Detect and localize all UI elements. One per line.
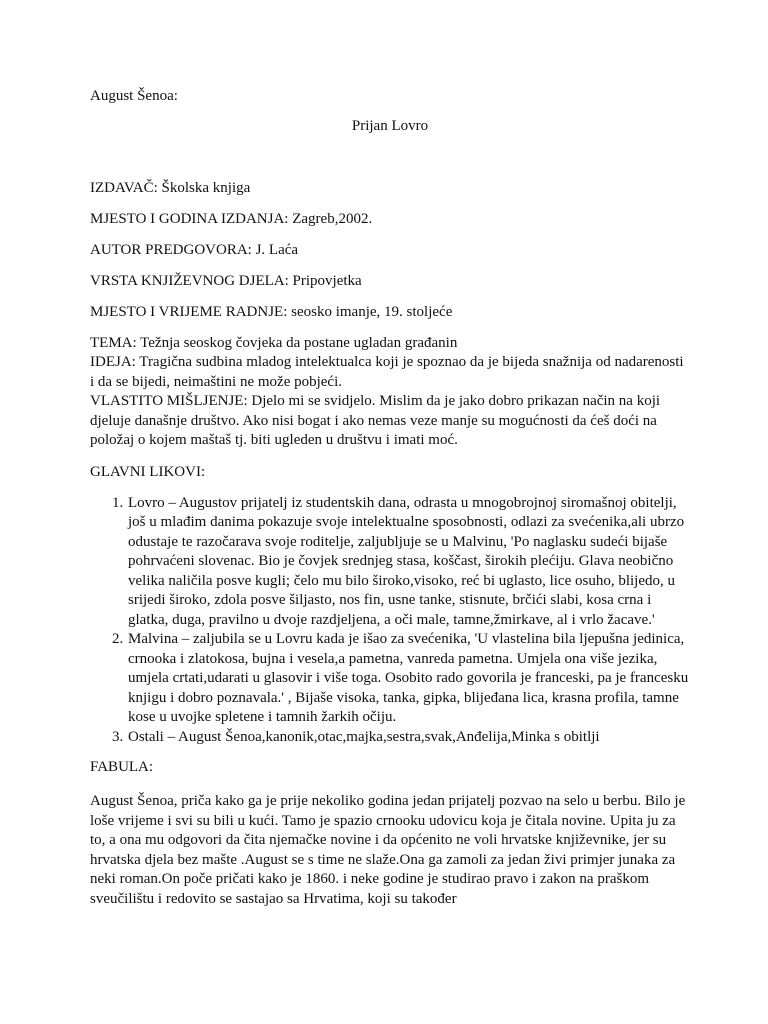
likovi-list bbox=[90, 494, 690, 748]
fabula-paragraph: August Šenoa, priča kako ga je prije nekoliko godina jedan prijatelj pozvao na selo u berbu. Bilo je loše vrijeme i svi su bili u kući. Tamo je spazio crnooku udovicu koja je čitala novine. Upita ju za to, a ona mu odgovori da čita njemačke novine i da općenito ne voli hrvatske književnike, jer su hrvatska djela bez mašte .August se s time ne slaže.Ona ga zamoli za jedan živi primjer junaka za neki roman.On poče pričati kako je 1860. i neke godine je studirao pravo i zakon na praškom sveučilištu i redovito se sastajao sa Hrvatima, koji su također bbox=[90, 793, 686, 907]
field-mjesto-godina bbox=[90, 209, 690, 229]
document-page bbox=[90, 86, 690, 909]
field-value: seosko imanje, 19. stoljeće bbox=[287, 304, 453, 320]
field-label: MJESTO I GODINA IZDANJA: bbox=[90, 211, 289, 227]
list-item-text: Lovro – Augustov prijatelj iz studentskih dana, odrasta u mnogobrojnoj siromašnoj obitelji, još u mlađim danima pokazuje svoje intelektualne sposobnosti, odlazi za svećenika,ali ubrzo odustaje te razočarava svoje roditelje, zaljubljuje se u Malvinu, 'Po naglasku sudeći bijaše pohrvaćeni slovenac. Bio je čovjek srednjeg stasa, koščast, širokih plećiju. Glava neobično velika naličila posve kugli; čelo mu bilo široko,visoko, reć bi uglasto, lice osuho, blijedo, u srijedi široko, zdola posve šiljasto, nos fin, usne tanke, stisnute, brčići slabi, kosa crna i glatka, duga, pravilno u dvoje razdjeljena, a oči male, tamne,žmirkave, al i vrlo žacave.' bbox=[128, 494, 685, 628]
field-value: J. Laća bbox=[251, 242, 299, 258]
list-item bbox=[90, 494, 690, 631]
list-number: 2. bbox=[112, 631, 124, 647]
list-item-text: Malvina – zaljubila se u Lovru kada je išao za svećenika, 'U vlastelina bila ljepušna jedinica, crnooka i zlatokosa, bujna i vesela,a pametna, vanreda pametna. Umjela ona više jezika, umjela crtati,udarati u glasovir i više toga. Osobito rado govorila je franceski, pa je francesku knjigu i dobro poznavala.' , Bijaše visoka, tanka, gipka, blijeđana lica, krasna profila, tamne kose u uvojke spletene i tamnih žarkih očiju. bbox=[128, 631, 689, 725]
field-value: Zagreb,2002. bbox=[288, 211, 373, 227]
field-label: VRSTA KNJIŽEVNOG DJELA: bbox=[90, 273, 289, 289]
field-izdavac bbox=[90, 178, 690, 198]
list-item-text: Ostali – August Šenoa,kanonik,otac,majka,sestra,svak,Anđelija,Minka s obitlji bbox=[128, 728, 600, 745]
field-value: Težnja seoskog čovjeka da postane ugladan građanin bbox=[136, 335, 458, 351]
field-value: Školska knjiga bbox=[157, 180, 251, 196]
list-number: 1. bbox=[112, 494, 124, 511]
field-autor-predgovora bbox=[90, 240, 690, 260]
field-label: AUTOR PREDGOVORA: bbox=[90, 242, 252, 258]
document-title: Prijan Lovro bbox=[351, 118, 429, 134]
misljenje-paragraph: VLASTITO MIŠLJENJE: Djelo mi se svidjelo. Mislim da je jako dobro prikazan način na koji djeluje današnje društvo. Ako nisi bogat i ako nemas veze manje su mogućnosti da ćeš doći na položaj o kojem maštaš tj. biti ugleden u društvu i imati moć. bbox=[90, 393, 661, 448]
field-label: IZDAVAČ: bbox=[90, 180, 158, 196]
field-label: TEMA: bbox=[90, 335, 137, 351]
field-mjesto-vrijeme bbox=[90, 302, 690, 322]
field-value: Pripovjetka bbox=[288, 273, 362, 289]
list-item bbox=[90, 728, 690, 748]
list-number: 3. bbox=[112, 728, 124, 745]
ideja-paragraph: IDEJA: Tragična sudbina mladog intelektualca koji je spoznao da je bijeda snažnija od nadarenosti i da se bijedi, neimaštini ne može pobjeći. bbox=[90, 354, 684, 390]
author-line: August Šenoa: bbox=[90, 88, 178, 104]
fabula-heading: FABULA: bbox=[90, 759, 154, 775]
field-vrsta-djela bbox=[90, 271, 690, 291]
field-label: MJESTO I VRIJEME RADNJE: bbox=[90, 304, 288, 320]
field-tema bbox=[90, 333, 690, 353]
list-item bbox=[90, 630, 690, 728]
glavni-likovi-heading: GLAVNI LIKOVI: bbox=[90, 463, 206, 480]
